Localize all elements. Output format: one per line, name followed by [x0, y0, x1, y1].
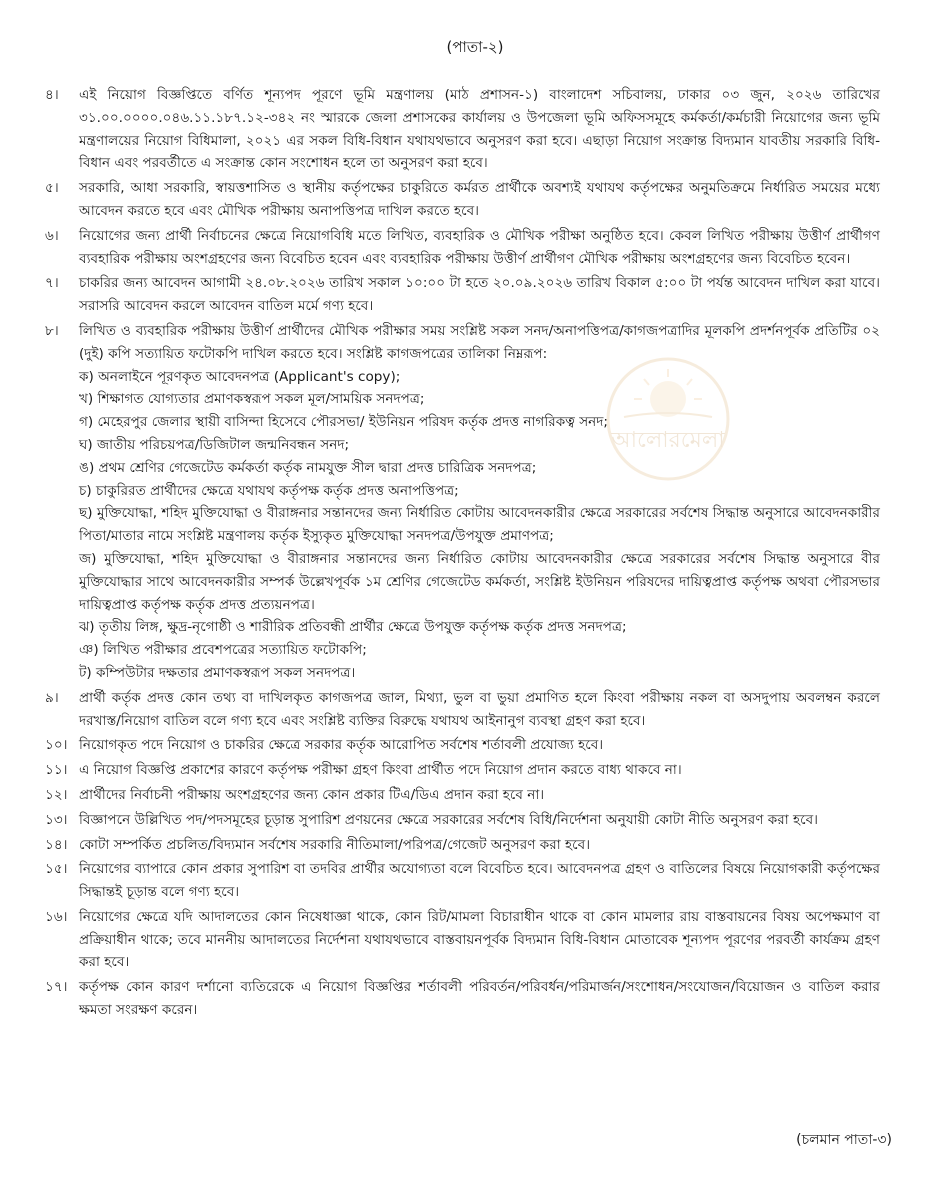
document-list-item: চ) চাকুরিরত প্রার্থীদের ক্ষেত্রে যথাযথ কর্তৃপক্ষ কর্তৃক প্রদত্ত অনাপত্তিপত্র; [79, 482, 459, 499]
document-list-item: ঘ) জাতীয় পরিচয়পত্র/ডিজিটাল জন্মনিবন্ধন সনদ; [79, 436, 350, 453]
clause-text: প্রার্থী কর্তৃক প্রদত্ত কোন তথ্য বা দাখিলকৃত কাগজপত্র জাল, মিথ্যা, ভুল বা ভুয়া প্রমাণিত হলে কিংবা পরীক্ষায় নকল বা অসদুপায় অবলম্বন করলে দরখাস্ত/নিয়োগ বাতিল বলে গণ্য হবে এবং সংশ্লিষ্ট ব্যক্তির বিরুদ্ধে যথাযথ আইনানুগ ব্যবস্থা গ্রহণ করা হবে। [79, 689, 880, 729]
clause-number: ৯। [45, 689, 59, 706]
clause-17 [45, 976, 880, 1022]
clause-text: নিয়োগের জন্য প্রার্থী নির্বাচনের ক্ষেত্রে নিয়োগবিধি মতে লিখিত, ব্যবহারিক ও মৌখিক পরীক্ষা অনুষ্ঠিত হবে। কেবল লিখিত পরীক্ষায় উত্তীর্ণ প্রার্থীগণ ব্যবহারিক পরীক্ষায় অংশগ্রহণের জন্য বিবেচিত হবেন এবং ব্যবহারিক পরীক্ষায় উত্তীর্ণ প্রার্থীগণ মৌখিক পরীক্ষায় অংশগ্রহণের জন্য বিবেচিত হবেন। [79, 227, 880, 267]
clause-7 [45, 272, 880, 318]
clause-text: নিয়োগের ব্যাপারে কোন প্রকার সুপারিশ বা তদবির প্রার্থীর অযোগ্যতা বলে বিবেচিত হবে। আবেদনপত্র গ্রহণ ও বাতিলের বিষয়ে নিয়োগকারী কর্তৃপক্ষের সিদ্ধান্তই চূড়ান্ত বলে গণ্য হবে। [79, 861, 880, 901]
clause-text: বিজ্ঞাপনে উল্লিখিত পদ/পদসমূহের চূড়ান্ত সুপারিশ প্রণয়নের ক্ষেত্রে সরকারের সর্বশেষ বিধি/নির্দেশনা অনুযায়ী কোটা নীতি অনুসরণ করা হবে। [79, 811, 819, 828]
clause-number: ৫। [45, 180, 59, 197]
clause-number: ১৭। [45, 979, 68, 996]
clause-5 [45, 177, 880, 223]
clause-text: এই নিয়োগ বিজ্ঞপ্তিতে বর্ণিত শূন্যপদ পূরণে ভূমি মন্ত্রণালয় (মাঠ প্রশাসন-১) বাংলাদেশ সচিবালয়, ঢাকার ০৩ জুন, ২০২৬ তারিখের ৩১.০০.০০০০.০৪৬.১১.১৮৭.১২-৩৪২ নং স্মারকে জেলা প্রশাসকের কার্যালয় ও উপজেলা ভূমি অফিসসমূহে কর্মকর্তা/কর্মচারী নিয়োগের জন্য ভূমি মন্ত্রণালয়ের নিয়োগ বিধিমালা, ২০২১ এর সকল বিধি-বিধান যথাযথভাবে অনুসরণ করা হবে। এছাড়া নিয়োগ সংক্রান্ত বিদ্যমান যাবতীয় সরকারি বিধি-বিধান এবং পরবর্তীতে এ সংক্রান্ত কোন সংশোধন হলে তা অনুসরণ করা হবে। [79, 87, 880, 172]
clause-text: সরকারি, আধা সরকারি, স্বায়ত্তশাসিত ও স্থানীয় কর্তৃপক্ষের চাকুরিতে কর্মরত প্রার্থীকে অবশ্যই যথাযথ কর্তৃপক্ষের অনুমতিক্রমে নির্ধারিত সময়ের মধ্যে আবেদন করতে হবে এবং মৌখিক পরীক্ষায় অনাপত্তিপত্র দাখিল করতে হবে। [79, 180, 880, 219]
clause-number: ১০। [45, 737, 68, 754]
clause-10 [45, 734, 880, 757]
document-body [45, 84, 880, 1024]
clause-number: ১৪। [45, 836, 68, 853]
clause-15 [45, 858, 880, 904]
clause-text: কোটা সম্পর্কিত প্রচলিত/বিদ্যমান সর্বশেষ সরকারি নীতিমালা/পরিপত্র/গেজেট অনুসরণ করা হবে। [79, 836, 591, 853]
watermark-logo [604, 355, 732, 483]
clause-text: লিখিত ও ব্যবহারিক পরীক্ষায় উত্তীর্ণ প্রার্থীদের মৌখিক পরীক্ষার সময় সংশ্লিষ্ট সকল সনদ/অনাপত্তিপত্র/কাগজপত্রাদির মূলকপি প্রদর্শনপূর্বক প্রতিটির ০২ (দুই) কপি সত্যায়িত ফটোকপি দাখিল করতে হবে। সংশ্লিষ্ট কাগজপত্রের তালিকা নিম্নরূপ: [79, 322, 880, 362]
clause-8-body [79, 320, 880, 685]
page-number-header: (পাতা-২) [446, 38, 504, 56]
clause-12 [45, 784, 880, 807]
clause-9 [45, 687, 880, 733]
clause-text: প্রার্থীদের নির্বাচনী পরীক্ষায় অংশগ্রহণের জন্য কোন প্রকার টিএ/ডিএ প্রদান করা হবে না। [79, 786, 545, 803]
document-list-item: ঞ) লিখিত পরীক্ষার প্রবেশপত্রের সত্যায়িত ফটোকপি; [79, 642, 367, 659]
document-list-item: ছ) মুক্তিযোদ্ধা, শহিদ মুক্তিযোদ্ধা ও বীরাঙ্গনার সন্তানদের জন্য নির্ধারিত কোটায় আবেদনকারীর ক্ষেত্রে সরকারের সর্বশেষ সিদ্ধান্ত অনুসারে আবেদনকারীর পিতা/মাতার নামে সংশ্লিষ্ট মন্ত্রণালয় কর্তৃক ইস্যুকৃত মুক্তিযোদ্ধা সনদপত্র/উপযুক্ত প্রমাণপত্র; [79, 505, 880, 545]
document-list-item: ঝ) তৃতীয় লিঙ্গ, ক্ষুদ্র-নৃগোষ্ঠী ও শারীরিক প্রতিবন্ধী প্রার্থীর ক্ষেত্রে উপযুক্ত কর্তৃপক্ষ কর্তৃক প্রদত্ত সনদপত্র; [79, 619, 627, 636]
watermark-text: আলোরমেলা [611, 428, 725, 453]
clause-number: ৬। [45, 227, 59, 244]
clause-text: নিয়োগের ক্ষেত্রে যদি আদালতের কোন নিষেধাজ্ঞা থাকে, কোন রিট/মামলা বিচারাধীন থাকে বা কোন মামলার রায় বাস্তবায়নের বিষয় অপেক্ষমাণ বা প্রক্রিয়াধীন থাকে; তবে মাননীয় আদালতের নির্দেশনা যথাযথভাবে বাস্তবায়নপূর্বক বিদ্যমান বিধি-বিধান মোতাবেক শূন্যপদ পূরণের পরবর্তী কার্যক্রম গ্রহণ করা হবে। [79, 908, 880, 971]
clause-number: ৭। [45, 275, 59, 292]
clause-text: কর্তৃপক্ষ কোন কারণ দর্শানো ব্যতিরেকে এ নিয়োগ বিজ্ঞপ্তির শর্তাবলী পরিবর্তন/পরিবর্ধন/পরিমার্জন/সংশোধন/সংযোজন/বিয়োজন ও বাতিল করার ক্ষমতা সংরক্ষণ করেন। [79, 979, 880, 1019]
clause-number: ১৬। [45, 908, 68, 925]
document-list-item: গ) মেহেরপুর জেলার স্থায়ী বাসিন্দা হিসেবে পৌরসভা/ ইউনিয়ন পরিষদ কর্তৃক প্রদত্ত নাগরিকত্ব সনদ; [79, 414, 609, 431]
clause-number: ৮। [45, 322, 59, 339]
clause-text: নিয়োগকৃত পদে নিয়োগ ও চাকরির ক্ষেত্রে সরকার কর্তৃক আরোপিত সর্বশেষ শর্তাবলী প্রযোজ্য হবে। [79, 737, 604, 754]
continued-page-footer: (চলমান পাতা-৩) [796, 1132, 892, 1148]
clause-number: ১৫। [45, 861, 68, 878]
clause-14 [45, 834, 880, 857]
document-list-item: খ) শিক্ষাগত যোগ্যতার প্রমাণকস্বরূপ সকল মূল/সাময়িক সনদপত্র; [79, 391, 425, 408]
document-list-item: ক) অনলাইনে পূরণকৃত আবেদনপত্র (Applicant's copy); [79, 368, 401, 385]
clause-6 [45, 225, 880, 271]
clause-text: এ নিয়োগ বিজ্ঞপ্তি প্রকাশের কারণে কর্তৃপক্ষ পরীক্ষা গ্রহণ কিংবা প্রার্থীত পদে নিয়োগ প্রদান করতে বাধ্য থাকবে না। [79, 762, 682, 779]
clause-number: ১৩। [45, 811, 68, 828]
clause-8 [45, 320, 880, 685]
clause-13 [45, 809, 880, 832]
clause-16 [45, 906, 880, 974]
document-list-item: জ) মুক্তিযোদ্ধা, শহিদ মুক্তিযোদ্ধা ও বীরাঙ্গনার সন্তানদের জন্য নির্ধারিত কোটায় আবেদনকারীর ক্ষেত্রে সরকারের সর্বশেষ সিদ্ধান্ত অনুসারে বীর মুক্তিযোদ্ধার সাথে আবেদনকারীর সম্পর্ক উল্লেখপূর্বক ১ম শ্রেণির গেজেটেড কর্মকর্তা, সংশ্লিষ্ট ইউনিয়ন পরিষদের দায়িত্বপ্রাপ্ত কর্তৃপক্ষ অথবা পৌরসভার দায়িত্বপ্রাপ্ত কর্তৃপক্ষ কর্তৃক প্রদত্ত প্রত্যয়নপত্র। [79, 550, 880, 613]
document-list-item: ঙ) প্রথম শ্রেণির গেজেটেড কর্মকর্তা কর্তৃক নামযুক্ত সীল দ্বারা প্রদত্ত চারিত্রিক সনদপত্র; [79, 459, 537, 476]
clause-number: ১২। [45, 786, 68, 803]
clause-number: ১১। [45, 762, 68, 779]
clause-number: ৪। [45, 87, 59, 103]
clause-text: চাকরির জন্য আবেদন আগামী ২৪.০৮.২০২৬ তারিখ সকাল ১০:০০ টা হতে ২০.০৯.২০২৬ তারিখ বিকাল ৫:০০ টা পর্যন্ত আবেদন দাখিল করা যাবে। সরাসরি আবেদন করলে আবেদন বাতিল মর্মে গণ্য হবে। [79, 275, 880, 315]
clause-11 [45, 759, 880, 782]
clause-4 [45, 84, 880, 175]
document-list-item: ট) কম্পিউটার দক্ষতার প্রমাণকস্বরূপ সকল সনদপত্র। [79, 664, 356, 681]
